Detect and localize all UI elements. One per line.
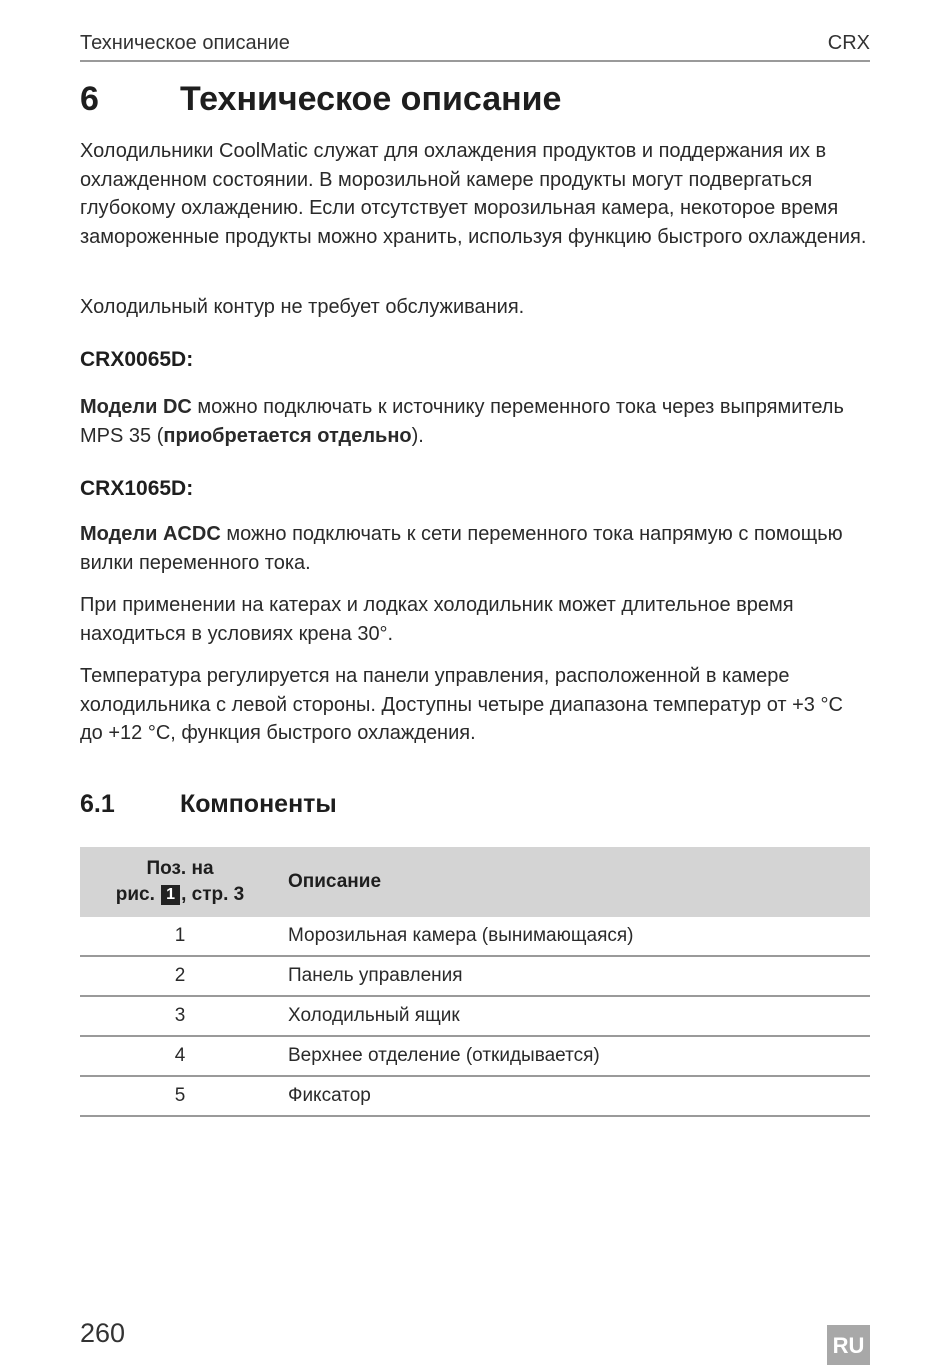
table-cell-description: Морозильная камера (вынимающаяся) xyxy=(280,917,870,956)
crx0065-text-2: ). xyxy=(411,424,424,447)
table-cell-position: 2 xyxy=(80,956,280,996)
section-title: Техническое описание xyxy=(180,80,562,118)
table-cell-description: Холодильный ящик xyxy=(280,996,870,1036)
table-cell-description: Верхнее отделение (откидывается) xyxy=(280,1036,870,1076)
crx1065-bold-lead: Модели ACDC xyxy=(80,523,221,545)
crx0065-bold-mid: приобретается отдельно xyxy=(163,424,412,447)
table-cell-position: 4 xyxy=(80,1036,280,1076)
section-number: 6 xyxy=(80,80,99,118)
circuit-text: Холодильный контур не требует обслуживания. xyxy=(80,296,525,318)
crx1065-text xyxy=(80,520,870,577)
intro-text: Холодильники CoolMatic служат для охлаждения продуктов и поддержания их в охлажденном состоянии. В морозильной камере продукты могут подвергаться глубокому охлаждению. Если отсутствует морозильная камера, некоторое время замороженные продукты можно хранить, используя функцию быстрого охлаждения. xyxy=(80,140,867,248)
table-cell-position: 5 xyxy=(80,1076,280,1116)
table-row xyxy=(80,1036,870,1076)
components-table xyxy=(80,847,870,1117)
language-badge: RU xyxy=(827,1325,870,1365)
crx1065-body: можно подключать к сети переменного тока напрямую с помощью вилки переменного тока. xyxy=(80,523,843,574)
crx0065-text-1: можно подключать к источнику переменного тока через выпрямитель MPS 35 ( xyxy=(80,396,844,447)
running-header xyxy=(80,30,870,62)
header-section-title: Техническое описание xyxy=(80,32,290,54)
table-cell-description: Панель управления xyxy=(280,956,870,996)
crx0065-paragraph xyxy=(80,393,870,450)
crx0065-text xyxy=(80,393,870,450)
table-row xyxy=(80,956,870,996)
column-header-position xyxy=(80,847,280,917)
column-header-description: Описание xyxy=(280,847,870,917)
table-cell-position: 3 xyxy=(80,996,280,1036)
crx1065-heading: CRX1065D: xyxy=(80,477,194,500)
temperature-text: Температура регулируется на панели управления, расположенной в камере холодильника с левой стороны. Доступны четыре диапазона температур от +3 °C до +12 °C, функция быстрого охлаждения. xyxy=(80,665,843,744)
circuit-paragraph xyxy=(80,293,870,322)
table-row xyxy=(80,996,870,1036)
subsection-title: Компоненты xyxy=(180,790,337,818)
header-model: CRX xyxy=(827,32,870,54)
position-header-prefix: рис. xyxy=(115,884,161,905)
boat-paragraph xyxy=(80,591,870,648)
table-row xyxy=(80,1076,870,1116)
temperature-paragraph xyxy=(80,662,870,748)
crx0065-bold-lead: Модели DC xyxy=(80,396,192,418)
intro-paragraph xyxy=(80,137,870,251)
figure-number-badge: 1 xyxy=(161,885,180,905)
crx0065-heading: CRX0065D: xyxy=(80,348,194,371)
subsection-heading xyxy=(80,787,337,821)
table-header-row xyxy=(80,847,870,917)
table-cell-description: Фиксатор xyxy=(280,1076,870,1116)
table-cell-position: 1 xyxy=(80,917,280,956)
boat-text: При применении на катерах и лодках холодильник может длительное время находиться в условиях крена 30°. xyxy=(80,594,794,645)
position-header-suffix: , стр. 3 xyxy=(181,884,245,905)
position-header-line1: Поз. на xyxy=(146,858,214,879)
table-row xyxy=(80,917,870,956)
page-number: 260 xyxy=(80,1318,126,1348)
subsection-number: 6.1 xyxy=(80,790,115,818)
crx1065-paragraph xyxy=(80,520,870,577)
section-heading xyxy=(80,78,561,120)
